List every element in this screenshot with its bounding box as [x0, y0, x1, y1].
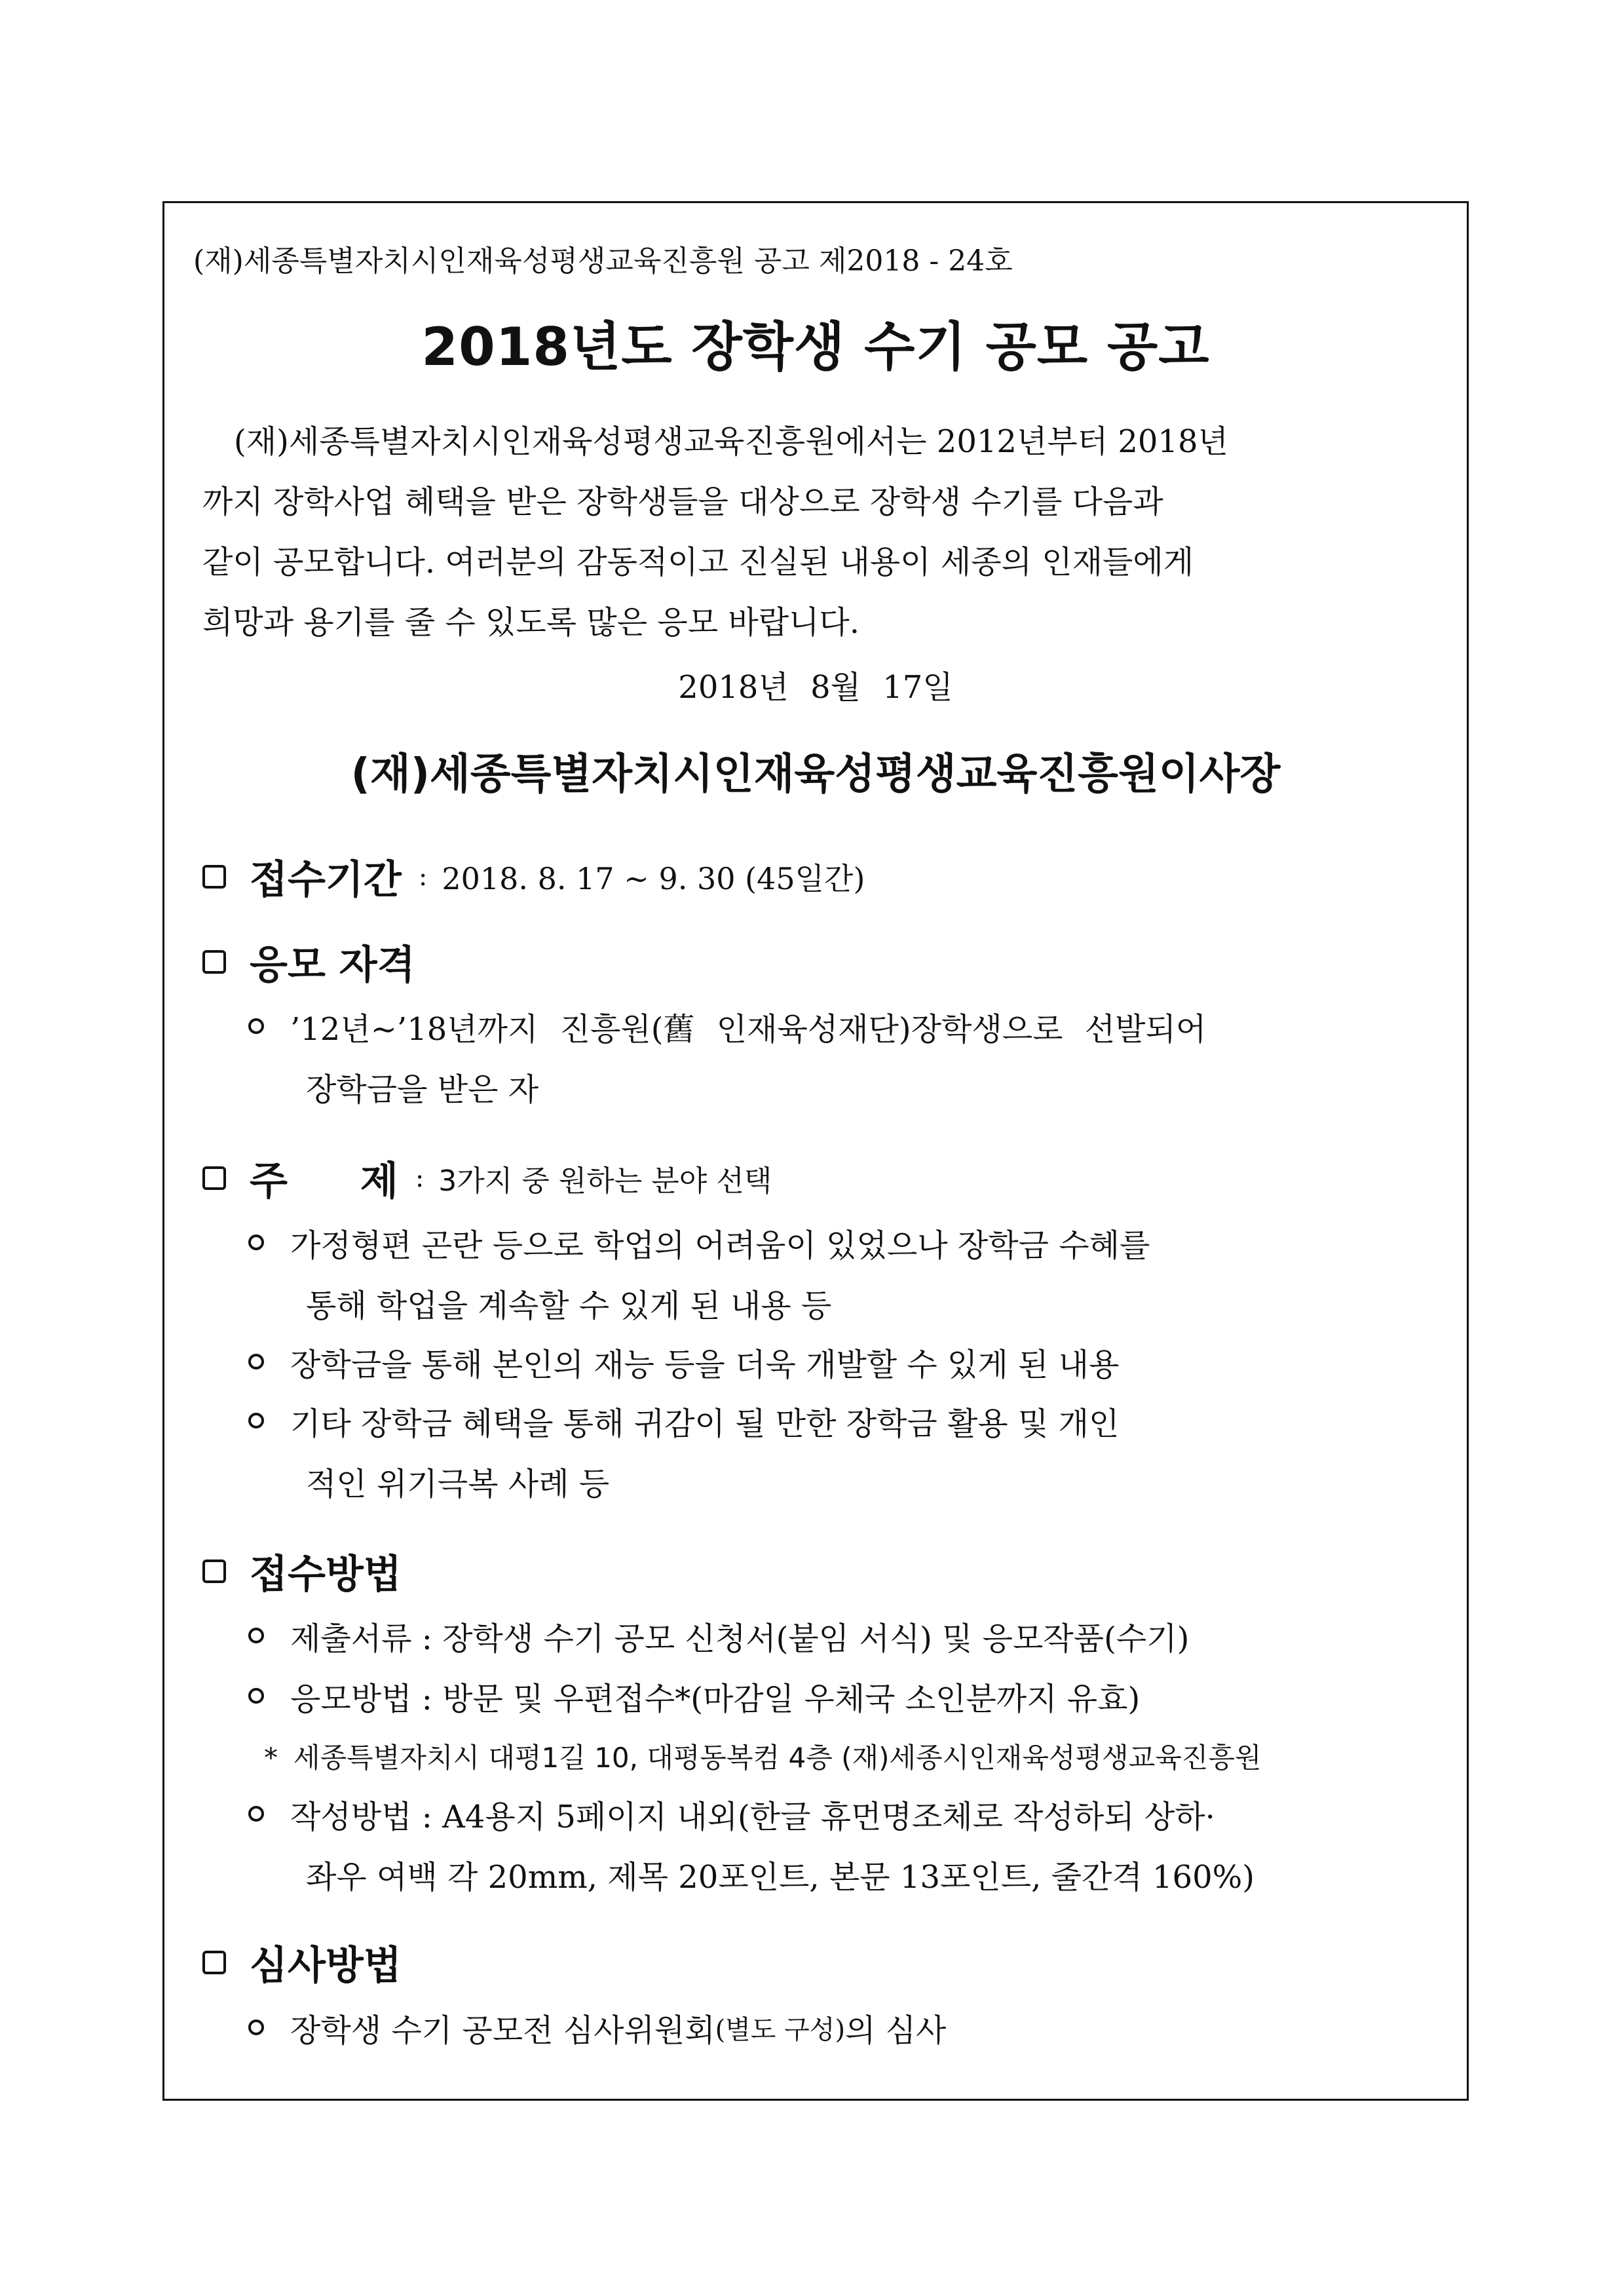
intro-line: (재)세종특별자치시인재육성평생교육진흥원에서는 2012년부터 2018년	[234, 423, 1228, 460]
topic-value: 3가지 중 원하는 분야 선택	[438, 1164, 772, 1198]
circle-bullet-icon	[248, 1354, 264, 1369]
section-title: 접수방법	[250, 1552, 402, 1598]
notice-date: 2018년 8월 17일	[678, 669, 953, 706]
checkbox-square-icon	[202, 1559, 226, 1583]
document-title: 2018년도 장학생 수기 공모 공고	[421, 316, 1210, 377]
item-text: 적인 위기극복 사례 등	[306, 1465, 610, 1502]
item-text: ’12년∼’18년까지 진흥원(舊 인재육성재단)장학생으로 선발되어	[290, 1010, 1207, 1048]
checkbox-square-icon	[202, 1951, 226, 1974]
circle-bullet-icon	[248, 1806, 264, 1822]
item-text: 제출서류 : 장학생 수기 공모 신청서(붙임 서식) 및 응모작품(수기)	[290, 1620, 1190, 1657]
list-item	[243, 1666, 1435, 1726]
item-text: 좌우 여백 각 20mm, 제목 20포인트, 본문 13포인트, 줄간격 160%)	[306, 1858, 1255, 1896]
item-text: 가정형편 곤란 등으로 학업의 어려움이 있었으나 장학금 수혜를	[290, 1227, 1150, 1264]
circle-bullet-icon	[248, 1018, 264, 1034]
colon: :	[418, 862, 428, 892]
list-item	[243, 1331, 1435, 1392]
item-text: 작성방법 : A4용지 5페이지 내외(한글 휴먼명조체로 작성하되 상하·	[290, 1798, 1215, 1835]
section-eligibility	[202, 934, 415, 990]
checkbox-square-icon	[202, 950, 226, 974]
circle-bullet-icon	[248, 2019, 264, 2035]
circle-bullet-icon	[248, 1688, 264, 1704]
item-text: 장학금을 통해 본인의 재능 등을 더욱 개발할 수 있게 된 내용	[290, 1346, 1120, 1383]
note-text: 세종특별자치시 대평1길 10, 대평동복컴 4층 (재)세종시인재육성평생교육진흥원	[293, 1742, 1262, 1774]
asterisk-mark: *	[264, 1742, 278, 1774]
list-item	[243, 1212, 1435, 1333]
list-item	[243, 1784, 1435, 1904]
address-note	[264, 1736, 1262, 1776]
section-period	[202, 849, 865, 905]
notice-document	[162, 201, 1469, 2101]
intro-line: 같이 공모합니다. 여러분의 감동적이고 진실된 내용이 세종의 인재들에게	[202, 544, 1194, 581]
list-item	[243, 1997, 1435, 2057]
colon: :	[415, 1163, 425, 1193]
item-text: 장학생 수기 공모전 심사위원회	[290, 2012, 715, 2049]
section-title: 접수기간	[250, 857, 402, 903]
issuing-organization: (재)세종특별자치시인재육성평생교육진흥원이사장	[350, 750, 1281, 799]
circle-bullet-icon	[248, 1234, 264, 1250]
item-text: 통해 학업을 계속할 수 있게 된 내용 등	[306, 1287, 832, 1324]
circle-bullet-icon	[248, 1628, 264, 1643]
circle-bullet-icon	[248, 1413, 264, 1428]
section-method	[202, 1543, 402, 1599]
intro-paragraph	[202, 411, 1434, 653]
period-value: 2018. 8. 17 ∼ 9. 30 (45일간)	[442, 861, 865, 896]
section-topic	[202, 1150, 772, 1206]
section-title: 심사방법	[250, 1943, 402, 1989]
checkbox-square-icon	[202, 865, 226, 889]
checkbox-square-icon	[202, 1166, 226, 1190]
intro-line: 까지 장학사업 혜택을 받은 장학생들을 대상으로 장학생 수기를 다음과	[202, 484, 1163, 520]
notice-number: (재)세종특별자치시인재육성평생교육진흥원 공고 제2018 - 24호	[193, 244, 1013, 278]
section-review	[202, 1934, 402, 1991]
item-text-tail: 의 심사	[845, 2012, 947, 2049]
list-item	[243, 1605, 1435, 1666]
item-text: 응모방법 : 방문 및 우편접수*(마감일 우체국 소인분까지 유효)	[290, 1680, 1141, 1717]
list-item	[243, 996, 1435, 1117]
item-text: 장학금을 받은 자	[306, 1071, 539, 1108]
intro-line: 희망과 용기를 줄 수 있도록 많은 응모 바랍니다.	[202, 604, 860, 641]
item-text-small: (별도 구성)	[715, 2014, 846, 2045]
section-title: 응모 자격	[250, 942, 415, 988]
item-text: 기타 장학금 혜택을 통해 귀감이 될 만한 장학금 활용 및 개인	[290, 1405, 1120, 1442]
list-item	[243, 1390, 1435, 1511]
section-title: 주 제	[250, 1158, 398, 1204]
